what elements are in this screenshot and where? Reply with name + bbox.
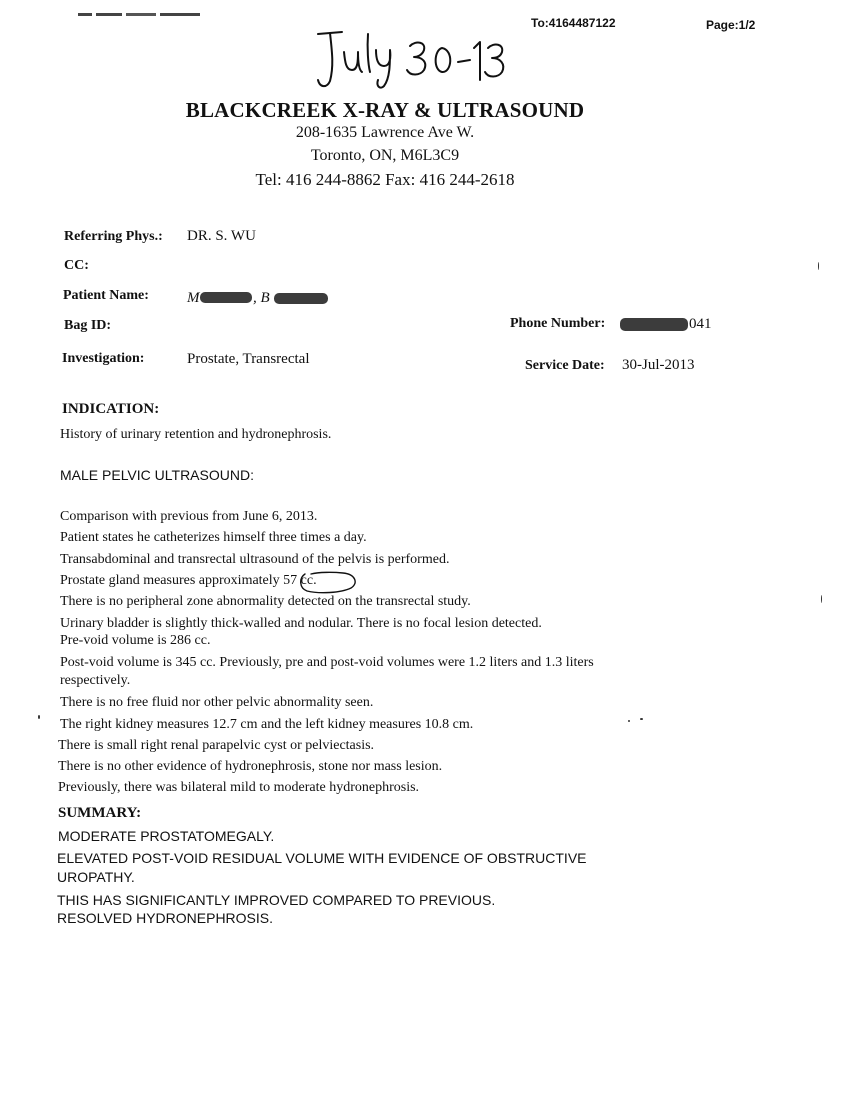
finding-line: There is no free fluid nor other pelvic abnormality seen.	[60, 695, 374, 710]
phone-number-suffix: 041	[689, 316, 712, 332]
bag-id-label: Bag ID:	[64, 318, 112, 333]
patient-name-separator: , B	[253, 290, 270, 306]
finding-line: Pre-void volume is 286 cc.	[60, 633, 211, 648]
summary-line: ELEVATED POST-VOID RESIDUAL VOLUME WITH EVIDENCE OF OBSTRUCTIVE	[57, 850, 587, 866]
referring-phys-value: DR. S. WU	[187, 228, 256, 244]
handwritten-date	[312, 26, 512, 96]
finding-line: Patient states he catheterizes himself three times a day.	[60, 530, 367, 545]
phone-number-label: Phone Number:	[510, 316, 606, 331]
summary-line: THIS HAS SIGNIFICANTLY IMPROVED COMPARED TO PREVIOUS.	[57, 892, 496, 908]
summary-line: UROPATHY.	[57, 869, 135, 885]
fax-header-smudge	[78, 10, 200, 20]
scan-speck	[640, 718, 643, 720]
clinic-address-line2: Toronto, ON, M6L3C9	[310, 147, 460, 164]
clinic-address-line1: 208-1635 Lawrence Ave W.	[295, 124, 475, 141]
finding-line: Prostate gland measures approximately 57 cc.	[60, 573, 317, 588]
patient-name-label: Patient Name:	[63, 288, 149, 303]
indication-heading: INDICATION:	[62, 401, 160, 417]
scan-speck	[38, 715, 40, 719]
fax-page-number: Page:1/2	[706, 18, 756, 32]
referring-phys-label: Referring Phys.:	[64, 229, 163, 244]
summary-heading: SUMMARY:	[58, 805, 142, 821]
summary-line: MODERATE PROSTATOMEGALY.	[58, 828, 275, 844]
finding-line: There is no peripheral zone abnormality detected on the transrectal study.	[60, 594, 471, 609]
service-date-label: Service Date:	[525, 358, 605, 373]
patient-name-prefix: M	[187, 290, 200, 306]
finding-line: Comparison with previous from June 6, 2013.	[60, 509, 318, 524]
scan-speck	[821, 595, 822, 603]
investigation-label: Investigation:	[62, 351, 145, 366]
fax-recipient-number: To:4164487122	[531, 16, 616, 30]
scan-speck	[818, 262, 819, 270]
patient-firstname-redaction	[274, 293, 328, 304]
scan-speck	[628, 720, 630, 722]
patient-surname-redaction	[200, 292, 252, 303]
finding-line: There is no other evidence of hydronephrosis, stone nor mass lesion.	[58, 759, 443, 774]
cc-label: CC:	[64, 258, 89, 273]
phone-number-redaction	[620, 318, 688, 331]
exam-title: MALE PELVIC ULTRASOUND:	[60, 467, 254, 483]
indication-text: History of urinary retention and hydronephrosis.	[60, 427, 332, 442]
finding-line: Transabdominal and transrectal ultrasound of the pelvis is performed.	[60, 552, 450, 567]
finding-line: The right kidney measures 12.7 cm and the left kidney measures 10.8 cm.	[60, 717, 474, 732]
service-date-value: 30-Jul-2013	[622, 357, 695, 373]
finding-line: Post-void volume is 345 cc. Previously, pre and post-void volumes were 1.2 liters and 1.3 liters	[60, 655, 594, 670]
investigation-value: Prostate, Transrectal	[187, 351, 310, 367]
handwritten-circle-mark	[297, 570, 359, 594]
finding-line: Previously, there was bilateral mild to moderate hydronephrosis.	[58, 780, 420, 795]
summary-line: RESOLVED HYDRONEPHROSIS.	[57, 910, 274, 926]
finding-line: Urinary bladder is slightly thick-walled and nodular. There is no focal lesion detected.	[60, 616, 542, 631]
finding-line: There is small right renal parapelvic cyst or pelviectasis.	[58, 738, 375, 753]
clinic-phone-fax: Tel: 416 244-8862 Fax: 416 244-2618	[255, 170, 515, 189]
clinic-name: BLACKCREEK X-RAY & ULTRASOUND	[185, 98, 585, 122]
finding-line: respectively.	[60, 673, 131, 688]
